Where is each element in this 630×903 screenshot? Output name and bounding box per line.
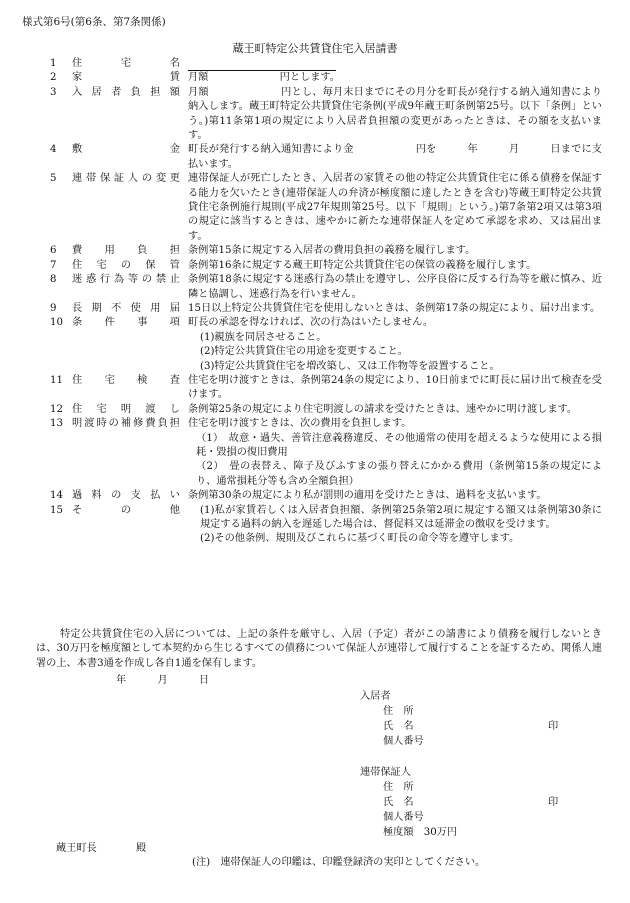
term-body bbox=[188, 244, 602, 258]
housing-name-blank bbox=[188, 58, 336, 71]
term-number: 11 bbox=[50, 374, 63, 386]
term-number: 10 bbox=[50, 317, 63, 329]
term-label: 敷金 bbox=[72, 144, 180, 156]
guarantor-title: 連帯保証人 bbox=[360, 767, 411, 778]
term-body bbox=[188, 302, 602, 316]
term-number: 4 bbox=[50, 144, 57, 156]
term-body bbox=[188, 143, 602, 172]
term-body bbox=[188, 86, 602, 144]
term-label: 入居者負担額 bbox=[72, 86, 180, 98]
term-text: 条例第16条に規定する蔵王町特定公共賃貸住宅の保管の義務を履行します。 bbox=[188, 259, 537, 271]
date-line bbox=[116, 674, 237, 688]
term-number: 15 bbox=[50, 504, 63, 516]
addressee bbox=[56, 842, 146, 856]
addressee-honorific: 殿 bbox=[136, 843, 147, 854]
term-text: （1） 故意・過失、善管注意義務違反、その他通常の使用を超えるような使用による損耗・毀損の復旧費用 bbox=[196, 432, 602, 458]
closing-statement: 特定公共賃貸住宅の入居については、上記の条件を厳守し、入居（予定）者がこの請書により債務を履行しないときは、30万円を極度額として本契約から生じるすべての債務について保証人が連帯して履行することを証するため、関係人連署の上、本書3通を作成し各自1通を保有します。 bbox=[36, 629, 602, 669]
term-label: 費用負担 bbox=[72, 245, 180, 257]
term-label: 長期不使用届 bbox=[72, 302, 180, 314]
term-text: 住宅を明け渡すときは、条例第24条の規定により、10日前までに町長に届け出て検査を受けます。 bbox=[188, 374, 602, 401]
term-text: (2)その他条例、規則及びこれらに基づく町長の命令等を遵守します。 bbox=[200, 533, 520, 545]
term-text: 月額 円とします。 bbox=[188, 72, 340, 84]
term-text: 住宅を明け渡すときは、次の費用を負担します。 bbox=[188, 418, 412, 430]
term-row bbox=[50, 244, 602, 258]
term-label: 家賃 bbox=[72, 72, 180, 84]
term-row bbox=[50, 71, 602, 85]
term-text: 15日以上特定公共賃貸住宅を使用しないときは、条例第17条の規定により、届け出ます。 bbox=[188, 302, 601, 314]
term-label: 住宅明渡し bbox=[72, 403, 180, 415]
term-text: 条例第25条の規定により住宅明渡しの請求を受けたときは、速やかに明け渡します。 bbox=[188, 403, 578, 415]
term-text: 町長の承認を得なければ、次の行為はいたしません。 bbox=[188, 317, 434, 329]
guarantor-seal-mark: 印 bbox=[548, 797, 559, 808]
term-body bbox=[188, 489, 602, 503]
term-number: 13 bbox=[50, 418, 63, 430]
addressee-name: 蔵王町長 bbox=[56, 843, 97, 854]
term-number: 1 bbox=[50, 58, 57, 69]
term-number: 12 bbox=[50, 403, 63, 415]
term-row bbox=[50, 259, 602, 273]
document-title: 蔵王町特定公共賃貸住宅入居請書 bbox=[232, 42, 398, 55]
term-row bbox=[50, 403, 602, 417]
term-body bbox=[188, 417, 602, 489]
term-body bbox=[188, 374, 602, 403]
date-year: 年 bbox=[116, 675, 127, 686]
term-row bbox=[50, 302, 602, 316]
term-body bbox=[188, 273, 602, 302]
term-number: 7 bbox=[50, 259, 57, 271]
guarantor-limit: 極度額 30万円 bbox=[383, 827, 458, 838]
term-label: 迷惑行為等の禁止 bbox=[72, 274, 180, 286]
term-label: 明渡時の補修費負担 bbox=[72, 418, 180, 430]
term-number: 8 bbox=[50, 274, 57, 286]
term-row bbox=[50, 489, 602, 503]
date-month: 月 bbox=[157, 675, 168, 686]
term-body bbox=[188, 403, 602, 417]
term-text: 条例第18条に規定する迷惑行為の禁止を遵守し、公序良俗に反する行為等を厳に慎み、近隣と協調し、迷惑行為を行いません。 bbox=[188, 274, 602, 300]
guarantor-address-label: 住 所 bbox=[383, 782, 414, 793]
term-body bbox=[188, 172, 602, 244]
tenant-id-label: 個人番号 bbox=[383, 736, 424, 747]
term-body bbox=[188, 57, 602, 71]
term-text: 月額 円とし、毎月末日までにその月分を町長が発行する納入通知書により納入します。蔵王町特定公共賃貸住宅条例(平成9年蔵王町条例第25号。以下「条例」という。)第11条第1項の規定により入居者負担額の変更があったときは、その額を支払います。 bbox=[188, 86, 602, 142]
term-row bbox=[50, 374, 602, 403]
term-row bbox=[50, 172, 602, 244]
term-text: 条例第30条の規定により私が罰則の適用を受けたときは、過料を支払います。 bbox=[188, 490, 547, 502]
term-row bbox=[50, 57, 602, 71]
term-text: (1)私が家賃若しくは入居者負担額、条例第25条第2項に規定する額又は条例第30条に規定する過料の納入を遅延した場合は、督促料又は延滞金の徴収を受けます。 bbox=[200, 504, 602, 530]
tenant-title: 入居者 bbox=[360, 691, 391, 702]
term-text: (1)親族を同居させること。 bbox=[200, 331, 327, 343]
term-label: 住宅検査 bbox=[72, 374, 180, 386]
term-text: 町長が発行する納入通知書により金 円を 年 月 日までに支払います。 bbox=[188, 144, 602, 170]
term-label: 連帯保証人の変更 bbox=[72, 173, 180, 185]
guarantor-name-label: 氏 名 bbox=[383, 797, 414, 808]
term-row bbox=[50, 86, 602, 144]
term-row bbox=[50, 417, 602, 489]
term-number: 14 bbox=[50, 490, 63, 502]
term-number: 9 bbox=[50, 302, 57, 314]
term-label: 住宅の保管 bbox=[72, 259, 180, 271]
tenant-seal-mark: 印 bbox=[548, 721, 559, 732]
term-body bbox=[188, 316, 602, 374]
term-label: 住宅名 bbox=[72, 58, 180, 69]
tenant-address-label: 住 所 bbox=[383, 706, 414, 717]
term-row bbox=[50, 316, 602, 374]
term-number: 6 bbox=[50, 245, 57, 257]
term-text: (3)特定公共賃貸住宅を増改築し、又は工作物等を設置すること。 bbox=[200, 360, 500, 372]
terms-list bbox=[50, 57, 602, 547]
term-body bbox=[188, 71, 602, 85]
date-day: 日 bbox=[198, 675, 210, 686]
guarantor-id-label: 個人番号 bbox=[383, 812, 424, 823]
term-text: (2)特定公共賃貸住宅の用途を変更すること。 bbox=[200, 346, 408, 358]
term-label: その他 bbox=[72, 504, 180, 516]
term-text: 連帯保証人が死亡したとき、入居者の家賃その他の特定公共賃貸住宅に係る債務を保証する能力を欠いたとき(連帯保証人の弁済が極度額に達したときを含む)等蔵王町特定公共賃貸住宅条例施行規則(平成27年規則第25号。以下「規則」という。)第7条第2項又は第3項の規定に該当するときは、速やかに新たな連帯保証人を定めて承認を求め、又は届出ます。 bbox=[188, 173, 602, 242]
term-body bbox=[188, 504, 602, 547]
term-row bbox=[50, 143, 602, 172]
term-text: 条例第15条に規定する入居者の費用負担の義務を履行します。 bbox=[188, 245, 476, 257]
term-body bbox=[188, 259, 602, 273]
term-number: 5 bbox=[50, 173, 57, 185]
term-label: 過料の支払い bbox=[72, 490, 180, 502]
term-text: （2） 畳の表替え、障子及びふすまの張り替えにかかる費用（条例第15条の規定により、通常損耗分等も含め全額負担） bbox=[196, 461, 602, 487]
seal-note: (注) 連帯保証人の印鑑は、印鑑登録済の実印としてください。 bbox=[192, 857, 486, 868]
form-number: 様式第6号(第6条、第7条関係) bbox=[22, 16, 166, 28]
term-number: 2 bbox=[50, 72, 57, 84]
term-row bbox=[50, 504, 602, 547]
term-row bbox=[50, 273, 602, 302]
tenant-name-label: 氏 名 bbox=[383, 721, 414, 732]
term-label: 条件事項 bbox=[72, 317, 180, 329]
term-number: 3 bbox=[50, 86, 57, 98]
